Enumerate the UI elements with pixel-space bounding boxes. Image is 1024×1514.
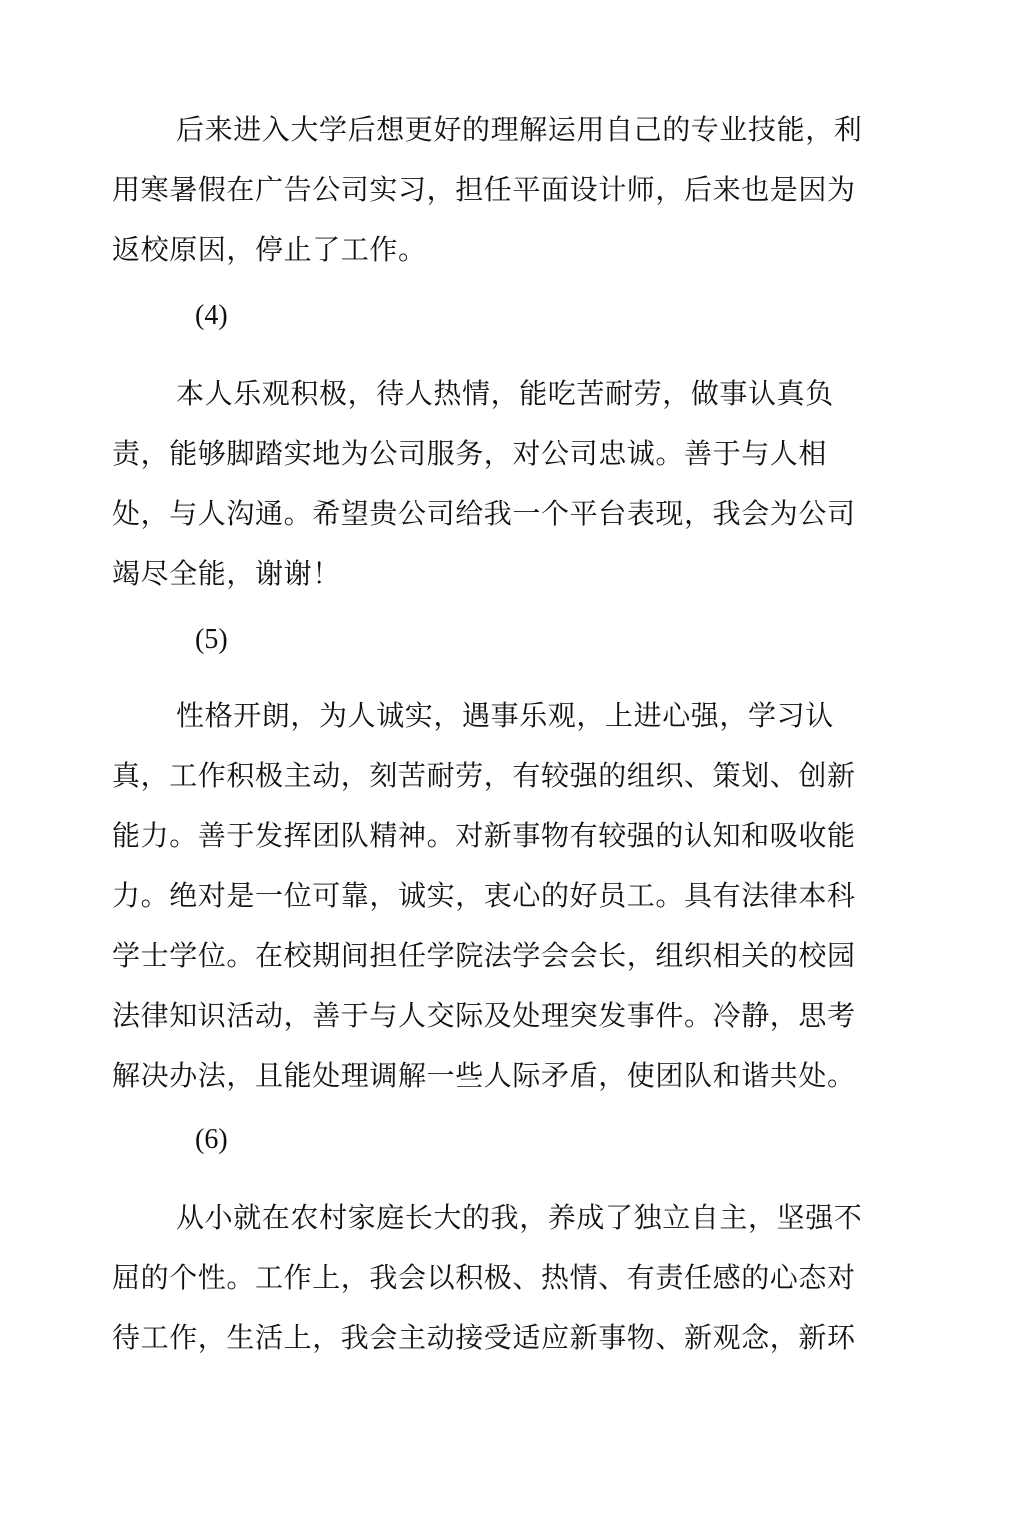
paragraph-self-evaluation-6: 从小就在农村家庭长大的我，养成了独立自主，坚强不屈的个性。工作上，我会以积极、热情、有责任感的心态对待工作，生活上，我会主动接受适应新事物、新观念，新环 bbox=[112, 1201, 863, 1354]
paragraph-internship: 后来进入大学后想更好的理解运用自己的专业技能，利用寒暑假在广告公司实习，担任平面设计师，后来也是因为返校原因，停止了工作。 bbox=[112, 113, 863, 266]
section-number-5: (5) bbox=[195, 624, 228, 655]
section-number-4: (4) bbox=[195, 300, 228, 331]
paragraph-self-evaluation-4: 本人乐观积极，待人热情，能吃苦耐劳，做事认真负责，能够脚踏实地为公司服务，对公司忠诚。善于与人相处，与人沟通。希望贵公司给我一个平台表现，我会为公司竭尽全能，谢谢！ bbox=[112, 377, 856, 590]
paragraph-self-evaluation-5: 性格开朗，为人诚实，遇事乐观，上进心强，学习认真，工作积极主动，刻苦耐劳，有较强的组织、策划、创新能力。善于发挥团队精神。对新事物有较强的认知和吸收能力。绝对是一位可靠，诚实，衷心的好员工。具有法律本科学士学位。在校期间担任学院法学会会长，组织相关的校园法律知识活动，善于与人交际及处理突发事件。冷静，思考解决办法，且能处理调解一些人际矛盾，使团队和谐共处。 bbox=[112, 699, 856, 1092]
section-number-6: (6) bbox=[195, 1124, 228, 1155]
